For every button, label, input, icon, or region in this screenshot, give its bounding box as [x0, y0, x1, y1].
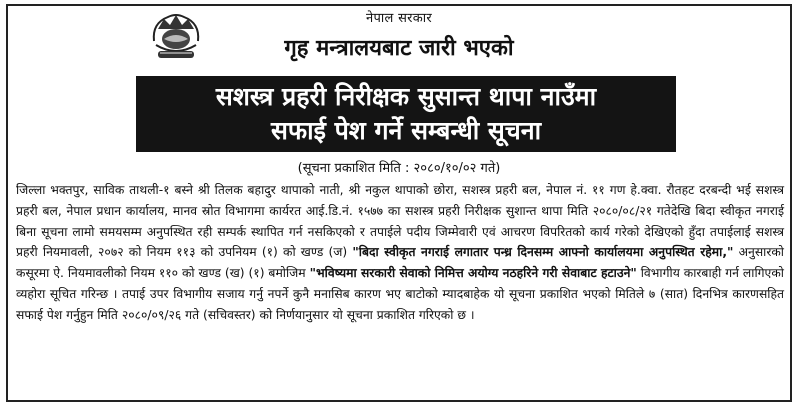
notice-title-banner [136, 76, 676, 152]
body-text-part3: विभागीय कारबाही गर्न लागिएको व्यहोरा सूचित गरिन्छ । तपाई उपर विभागीय सजाय गर्नु नपर्ने कुनै मनासिब कारण भए बाटोको म्यादबाहेक यो सूचना प्रकाशित भएको मितिले ७ (सात) दिनभित्र कारणसहित सफाई पेश गर्नुहुन मिति २०८०/०९/२६ गते (सचिवस्तर) को निर्णयानुसार यो सूचना प्रकाशित गरिएको छ । [16, 266, 784, 322]
ministry-title: गृह मन्त्रालयबाट जारी भएको [284, 36, 514, 61]
body-bold-clause2: "भविष्यमा सरकारी सेवाको निमित्त अयोग्य नठहरिने गरी सेवाबाट हटाउने" [309, 266, 637, 281]
body-bold-clause1: "बिदा स्वीकृत नगराई लगातार पन्ध्र दिनसम्म आफ्नो कार्यालयमा अनुपस्थित रहेमा," [352, 245, 734, 260]
notice-title-line1: सशस्त्र प्रहरी निरीक्षक सुसान्त थापा नाउँमा [215, 82, 597, 111]
body-text-part1: जिल्ला भक्तपुर, साविक ताथली-१ बस्ने श्री तिलक बहादुर थापाको नाती, श्री नकुल थापाको छोरा, सशस्त्र प्रहरी बल, नेपाल नं. ११ गण हे.क्वा. रौतहट दरबन्दी भई सशस्त्र प्रहरी बल, नेपाल प्रधान कार्यालय, मानव स्रोत विभागमा कार्यरत आई.डि.नं. १५७७ का सशस्त्र प्रहरी निरीक्षक सुशान्त थापा मिति २०८०/०८/२१ गतेदेखि बिदा स्वीकृत नगराई बिना सूचना लामो समयसम्म अनुपस्थित रही सम्पर्क स्थापित गर्न नसकिएको र तपाईले पदीय जिम्मेवारी एवं आचरण विपरितको कार्य गरेको देखिएको हुँदा तपाईलाई सशस्त्र प्रहरी नियमावली, २०७२ को नियम ११३ को उपनियम (१) को खण्ड (ज) [16, 183, 784, 260]
notice-header [8, 6, 790, 68]
notice-frame [6, 4, 792, 402]
government-label: नेपाल सरकार [365, 11, 433, 26]
body-text-part2: अनुसारको कसूरमा ऐ. नियमावलीको नियम ११० को खण्ड (ख) (१) बमोजिम [16, 245, 784, 281]
publication-date: (सूचना प्रकाशित मिति : २०८०/१०/०२ गते) [297, 161, 501, 176]
notice-body [16, 180, 784, 326]
notice-title-line2: सफाई पेश गर्ने सम्बन्धी सूचना [270, 116, 542, 145]
